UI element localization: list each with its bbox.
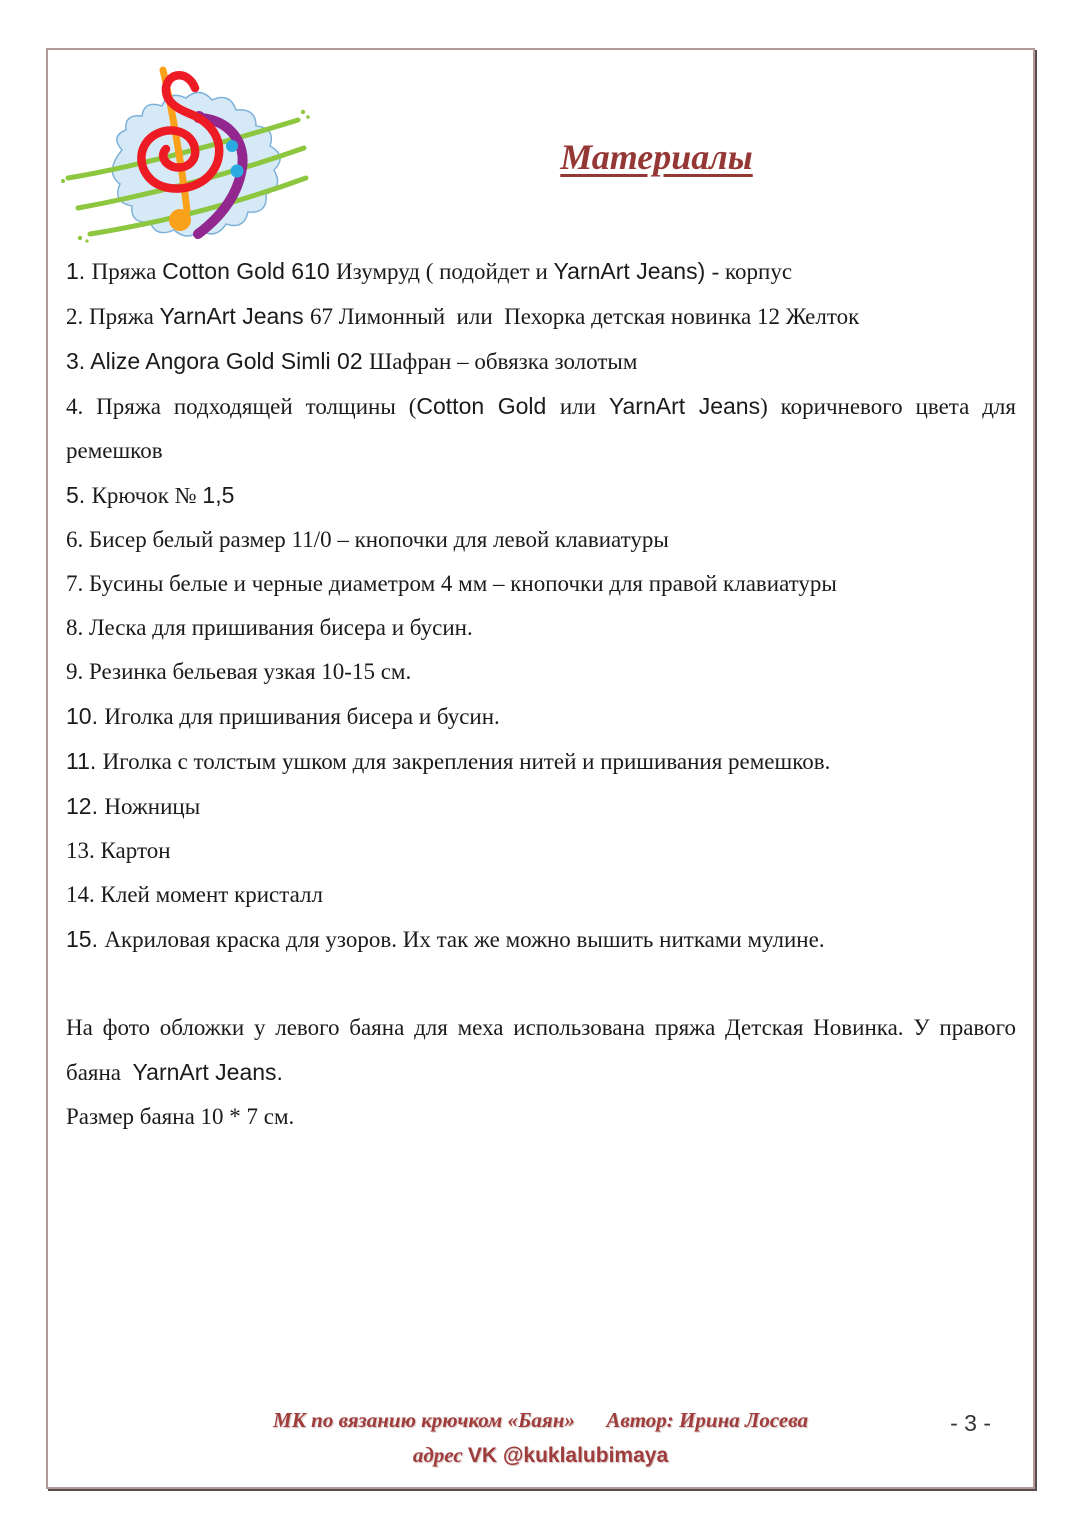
text-segment: VK @kuklalubimaya xyxy=(467,1444,669,1467)
note-paragraph xyxy=(66,1006,1016,1095)
material-item xyxy=(66,518,1016,562)
text-segment: YarnArt Jeans xyxy=(608,393,761,419)
footer-line xyxy=(48,1438,1033,1473)
material-item xyxy=(66,694,1016,739)
text-segment: адрес xyxy=(412,1443,468,1467)
text-segment: 7. Бусины белые и черные диаметром 4 мм – кнопочки для правой клавиатуры xyxy=(66,571,837,596)
text-segment: Ножницы xyxy=(104,794,201,819)
text-segment: 8. Леска для пришивания бисера и бусин. xyxy=(66,615,473,640)
text-segment: Акриловая краска для узоров. Их так же можно вышить нитками мулине. xyxy=(104,927,825,952)
page-title: Материалы xyxy=(560,137,753,177)
text-segment: На фото обложки у левого баяна для меха использована пряжа Детская Новинка. У правого баяна xyxy=(66,1015,1016,1085)
material-item xyxy=(66,606,1016,650)
text-segment: 11. xyxy=(66,748,103,774)
footer-line xyxy=(48,1403,1033,1438)
page-footer xyxy=(48,1403,1033,1473)
material-item xyxy=(66,784,1016,829)
text-segment: 4. Пряжа подходящей толщины ( xyxy=(66,394,417,419)
text-segment: Шафран – обвязка золотым xyxy=(369,349,638,374)
title-area xyxy=(310,58,1033,178)
page-header xyxy=(60,58,1033,243)
text-segment: 67 Лимонный или Пехорка детская новинка 12 Желток xyxy=(309,304,860,329)
text-segment: МК по вязанию крючком «Баян» Автор: Ирина Лосева xyxy=(273,1408,808,1432)
text-segment: 5. xyxy=(66,482,92,508)
page-frame xyxy=(46,48,1035,1489)
text-segment: 15. xyxy=(66,926,105,952)
material-item xyxy=(66,739,1016,784)
text-segment: 1. xyxy=(66,258,92,284)
material-item xyxy=(66,562,1016,606)
note-paragraph xyxy=(66,1095,1016,1139)
text-segment: 1,5 xyxy=(202,482,235,508)
text-segment: 6. Бисер белый размер 11/0 – кнопочки для левой клавиатуры xyxy=(66,527,669,552)
text-segment: Иголка для пришивания бисера и бусин. xyxy=(104,704,500,729)
material-item xyxy=(66,249,1016,294)
text-segment: 12. xyxy=(66,793,105,819)
material-item xyxy=(66,294,1016,339)
text-segment: 3. Alize Angora Gold Simli 02 xyxy=(66,348,369,374)
page-number: - 3 - xyxy=(950,1410,991,1436)
text-segment: YarnArt Jeans xyxy=(159,303,310,329)
text-segment: 9. Резинка бельевая узкая 10-15 см. xyxy=(66,659,412,684)
material-item xyxy=(66,339,1016,384)
page-content xyxy=(66,249,1016,1139)
music-clef-logo-icon xyxy=(60,58,310,243)
text-segment: 14. Клей момент кристалл xyxy=(66,882,323,907)
material-item xyxy=(66,917,1016,962)
material-item xyxy=(66,829,1016,873)
text-segment: Изумруд ( подойдет и xyxy=(336,259,554,284)
materials-list xyxy=(66,249,1016,962)
text-segment: Крючок № xyxy=(91,483,203,508)
text-segment: Cotton Gold 610 xyxy=(162,258,337,284)
text-segment: Размер баяна 10 * 7 см. xyxy=(66,1104,295,1129)
text-segment: 13. Картон xyxy=(66,838,171,863)
text-segment: или xyxy=(559,394,609,419)
material-item xyxy=(66,873,1016,917)
material-item xyxy=(66,650,1016,694)
material-item xyxy=(66,473,1016,518)
text-segment: Иголка с толстым ушком для закрепления нитей и пришивания ремешков. xyxy=(102,749,831,774)
text-segment: Пряжа xyxy=(91,259,163,284)
text-segment: ) коричневого цвета для ремешков xyxy=(66,394,1016,463)
text-segment: YarnArt Jeans) xyxy=(553,258,712,284)
text-segment: Cotton Gold xyxy=(416,393,560,419)
material-item xyxy=(66,384,1016,473)
text-segment: - корпус xyxy=(711,259,793,284)
text-segment: YarnArt Jeans. xyxy=(132,1059,283,1085)
text-segment: 2. Пряжа xyxy=(66,304,160,329)
notes-section xyxy=(66,1006,1016,1139)
text-segment: 10. xyxy=(66,703,105,729)
